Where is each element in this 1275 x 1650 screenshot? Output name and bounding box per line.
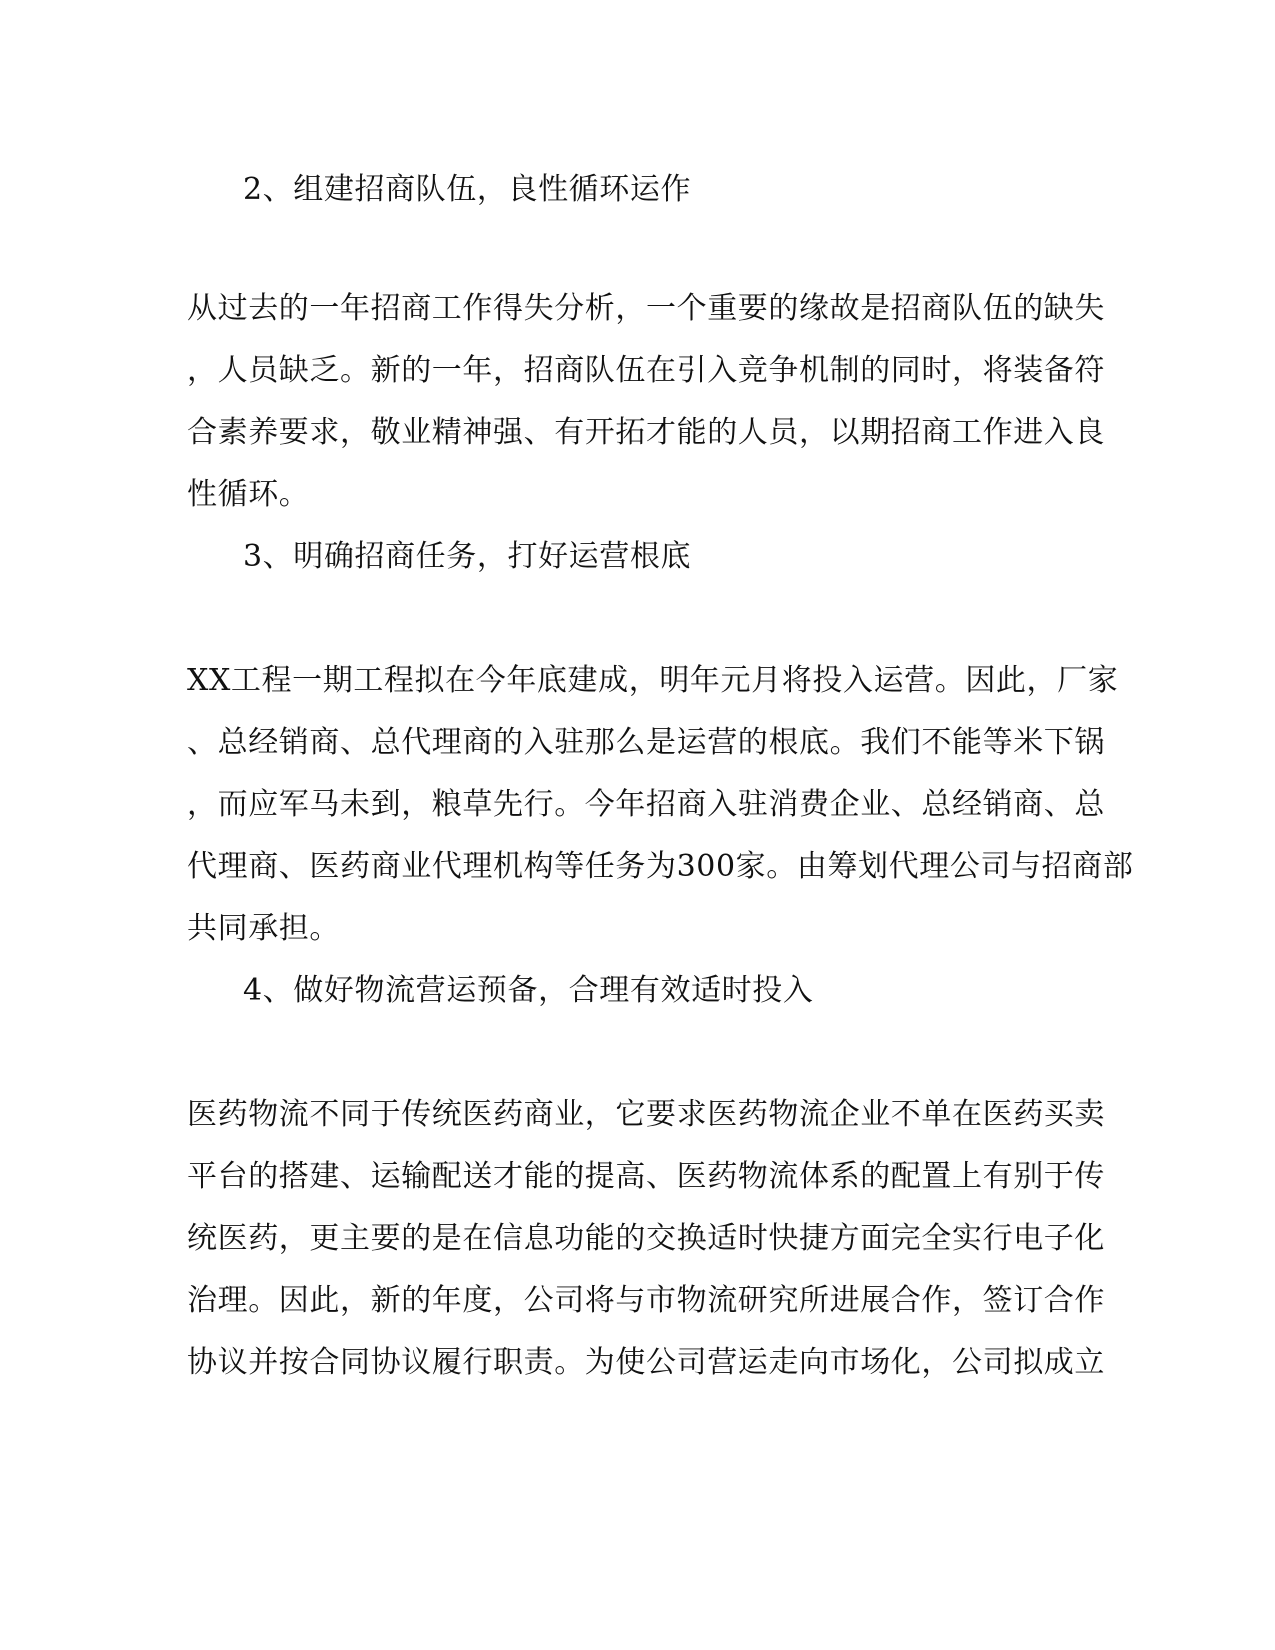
paragraph-line: XX工程一期工程拟在今年底建成，明年元月将投入运营。因此，厂家 [187,663,1119,698]
section-heading-4: 4、做好物流营运预备，合理有效适时投入 [243,973,814,1008]
section-heading-3: 3、明确招商任务，打好运营根底 [243,539,692,574]
paragraph-line: 性循环。 [187,477,310,512]
paragraph-line: 合素养要求，敬业精神强、有开拓才能的人员，以期招商工作进入良 [187,415,1105,450]
paragraph-line: 共同承担。 [187,911,340,946]
section-heading-2: 2、组建招商队伍，良性循环运作 [243,172,692,207]
paragraph-line: ，而应军马未到，粮草先行。今年招商入驻消费企业、总经销商、总 [187,787,1105,822]
paragraph-line: 从过去的一年招商工作得失分析，一个重要的缘故是招商队伍的缺失 [187,291,1105,326]
paragraph-line: 医药物流不同于传统医药商业，它要求医药物流企业不单在医药买卖 [187,1097,1105,1132]
paragraph-line: 、总经销商、总代理商的入驻那么是运营的根底。我们不能等米下锅 [187,725,1105,760]
paragraph-line: 平台的搭建、运输配送才能的提高、医药物流体系的配置上有别于传 [187,1159,1105,1194]
paragraph-line: 统医药，更主要的是在信息功能的交换适时快捷方面完全实行电子化 [187,1221,1105,1256]
paragraph-line: ，人员缺乏。新的一年，招商队伍在引入竞争机制的同时，将装备符 [187,353,1105,388]
paragraph-line: 代理商、医药商业代理机构等任务为300家。由筹划代理公司与招商部 [187,849,1134,884]
paragraph-line: 协议并按合同协议履行职责。为使公司营运走向市场化，公司拟成立 [187,1345,1105,1380]
paragraph-line: 治理。因此，新的年度，公司将与市物流研究所进展合作，签订合作 [187,1283,1105,1318]
